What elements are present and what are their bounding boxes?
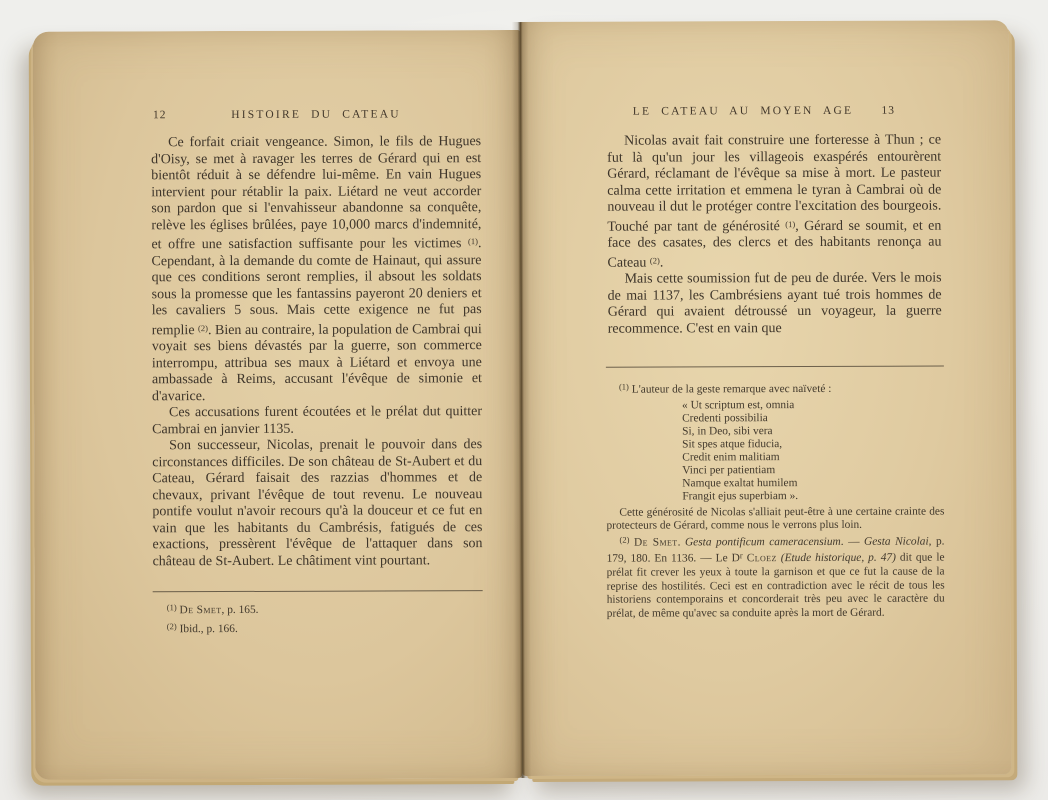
- footnote-intro: $^{(1)}$ L'auteur de la geste remarque avec naïveté :: [618, 381, 832, 396]
- paragraph: Ce forfait criait vengeance. Simon, le fils de Hugues d'Oisy, se met à ravager les terres de Gérard qui en est bientôt réduit à se défendre lui-même. En vain Hugues intervient pour rétablir la paix. Liétard ne veut accorder son pardon que si l'envahisseur abandonne sa conquête, relève les églises brûlées, paye 10,000 marcs d'indemnité, et offre une satisfaction suffisante pour les victimes $^{(1)}$. Cependant, à la demande du comte de Hainaut, qui assure que ces conditions seront remplies, il absout les soldats sous la promesse que les fantassins payeront 20 deniers et les cavaliers 5 sous. Mais cette exigence ne fut pas remplie $^{(2)}$. Bien au contraire, la population de Cambrai qui voyait ses biens dévastés par la guerre, son commerce interrompu, attribua ses maux à Liétard et envoya une ambassade à Reims, accusant l'évêque de simonie et d'avarice.: [151, 134, 482, 404]
- right-page-body: [607, 133, 942, 338]
- verse-line: Credit enim malitiam: [682, 450, 780, 464]
- right-page-number: 13: [881, 104, 896, 117]
- verse-line: Namque exaltat humilem: [682, 476, 798, 490]
- paragraph: Ces accusations furent écoutées et le prélat dut quitter Cambrai en janvier 1135.: [152, 404, 483, 437]
- footnote-continuation: Cette générosité de Nicolas s'alliait peut-être à une certaine crainte des protecteurs de Gérard, comme nous le verrons plus loin.: [606, 505, 945, 532]
- verse-line: Vinci per patientiam: [682, 463, 776, 477]
- footnote-rule: [606, 366, 944, 368]
- left-page-header: [151, 108, 481, 125]
- paragraph: Nicolas avait fait construire une forteresse à Thun ; ce fut là qu'un jour les villageois exaspérés entourèrent Gérard, réclamant de l'évêque sa mise à mort. Le pasteur calma cette irritation et emmena le tyran à Cambrai où de nouveau il dut le protéger contre l'excitation des bourgeois. Touché par tant de générosité $^{(1)}$, Gérard se soumit, et en face des casates, des clercs et des habitants renonça au Cateau $^{(2)}$.: [607, 132, 942, 271]
- verse-line: « Ut scriptum est, omnia: [682, 398, 795, 412]
- verse-line: Frangit ejus superbiam ».: [682, 489, 799, 503]
- verse-line: Sit spes atque fiducia,: [682, 437, 783, 451]
- right-page: [520, 20, 1012, 776]
- open-book: [31, 14, 1016, 783]
- verse-line: Credenti possibilia: [682, 411, 768, 425]
- right-footnote-block: [606, 366, 945, 622]
- footnote-verse: [682, 398, 944, 503]
- footnote-line: $^{(2)}$ De Smet. Gesta pontificum cameracensium. — Gesta Nicolai, p. 179, 180. En 1136. — Le $D^r$ Cloez (Etude historique, p. 47) dit que le prélat fit crever les yeux à toute la garnison et que ce fut la cause de la reprise des hostilités. Ceci est en contradiction avec le récit de tous les historiens contemporains et concorderait très peu avec le caractère du prélat, de même qu'avec sa conduite après la mort de Gérard.: [606, 534, 945, 620]
- right-running-title: LE CATEAU AU MOYEN AGE: [632, 104, 854, 118]
- left-page-number: 12: [152, 109, 167, 122]
- left-running-title: HISTOIRE DU CATEAU: [231, 108, 401, 122]
- verse-line: Si, in Deo, sibi vera: [682, 424, 773, 438]
- left-footnote-block: [153, 590, 483, 638]
- left-page: [33, 30, 523, 780]
- paragraph: Mais cette soumission fut de peu de durée. Vers le mois de mai 1137, les Cambrésiens ayant tué trois hommes de Gérard qui avaient détroussé un voyageur, la guerre recommence. C'est en vain que: [607, 270, 942, 337]
- paragraph: Son successeur, Nicolas, prenait le pouvoir dans des circonstances difficiles. De son château de St-Aubert et du Cateau, Gérard faisait des razzias d'hommes et de chevaux, privant l'évêque de tout revenu. Le nouveau pontife voulut n'avoir recours qu'à la douceur et ce fut en vain que les habitants du Cambrésis, fatigués de ces exactions, pressèrent l'évêque de l'attaquer dans son château de St-Aubert. Le châtiment vint pourtant.: [152, 437, 483, 569]
- left-page-body: [151, 134, 483, 570]
- footnote-line: $^{(1)}$ De Smet, p. 165.: [166, 602, 259, 617]
- footnote-rule: [153, 590, 483, 592]
- right-page-header: [607, 105, 941, 122]
- footnote-line: $^{(2)}$ Ibid., p. 166.: [166, 620, 238, 635]
